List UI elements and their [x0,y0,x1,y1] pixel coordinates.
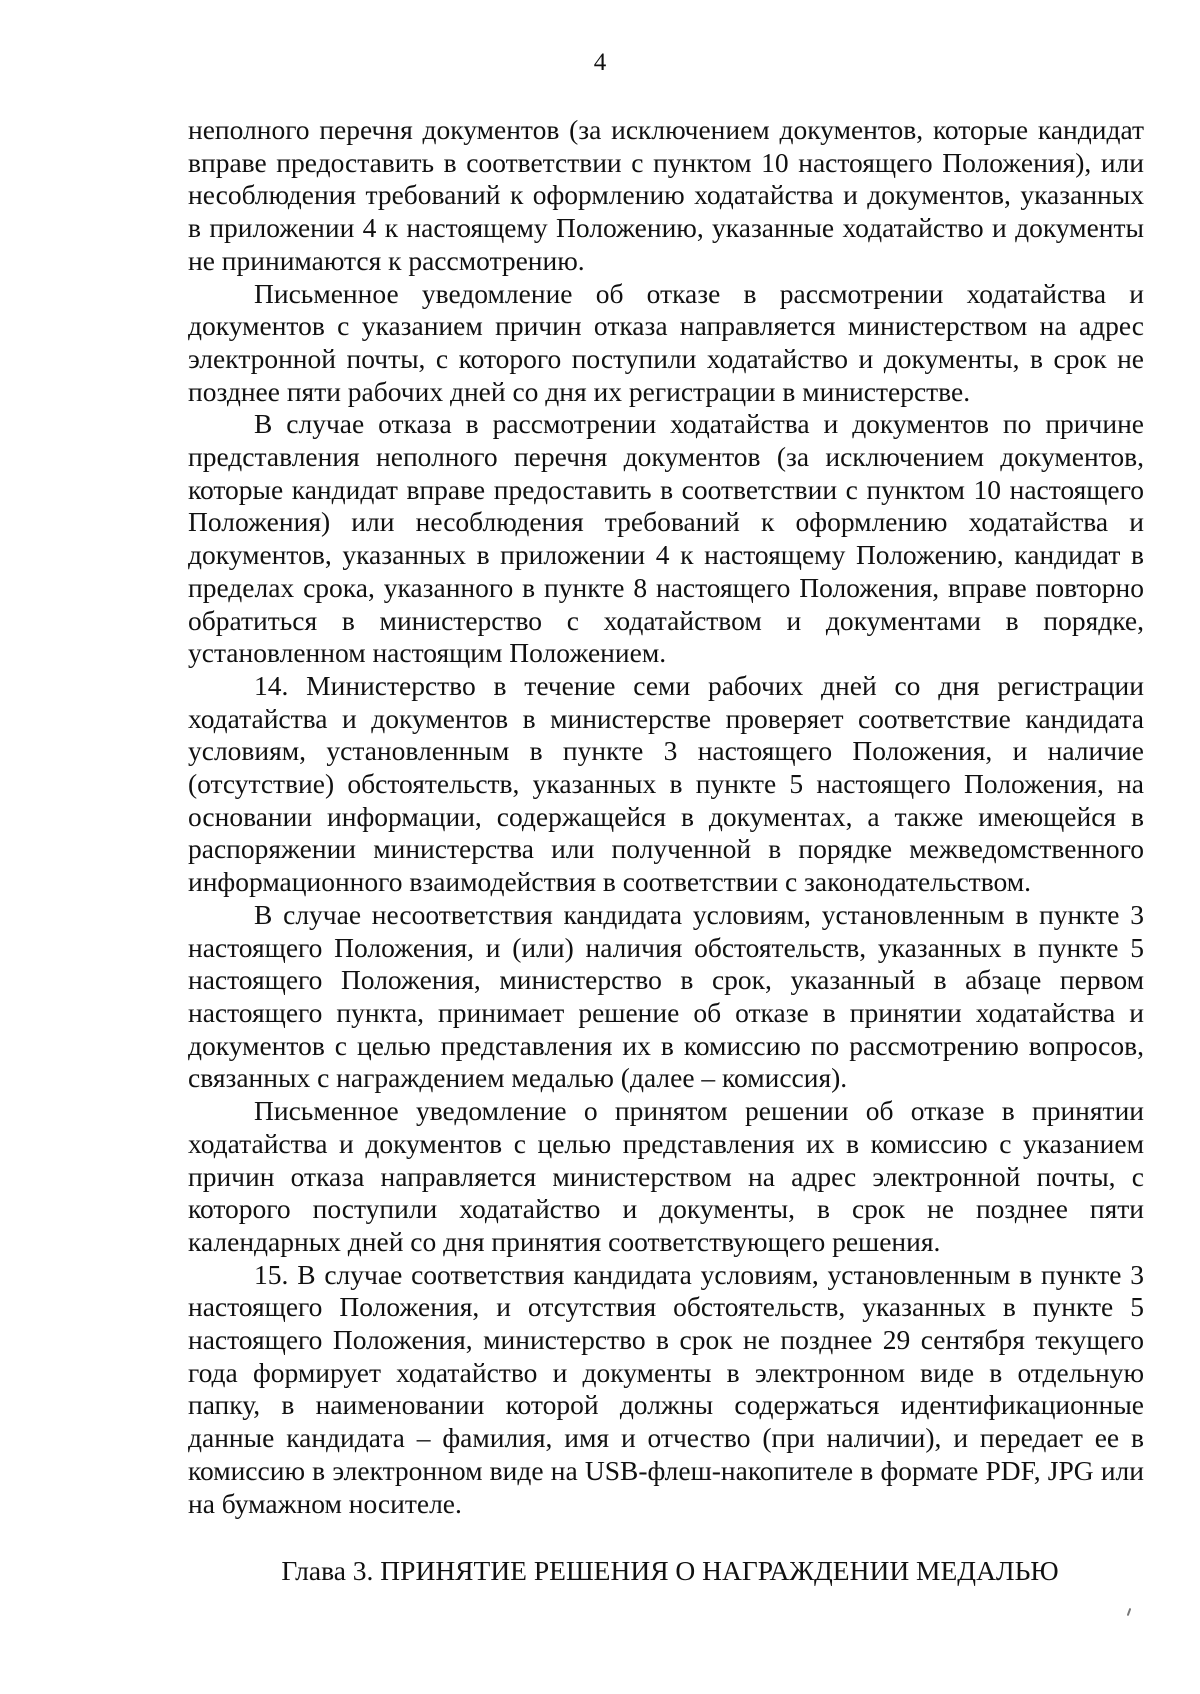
paragraph-item-15: 15. В случае соответствия кандидата условиям, установленным в пункте 3 настоящего Положения, и отсутствия обстоятельств, указанных в пункте 5 настоящего Положения, министерство в срок не позднее 29 сентября текущего года формирует ходатайство и документы в электронном виде в отдельную папку, в наименовании которой должны содержаться идентификационные данные кандидата – фамилия, имя и отчество (при наличии), и передает ее в комиссию в электронном виде на USB-флеш-накопителе в формате PDF, JPG или на бумажном носителе. [188,1258,1144,1519]
document-body [188,114,1144,1520]
paragraph-refusal-notice: Письменное уведомление об отказе в рассмотрении ходатайства и документов с указанием причин отказа направляется министерством на адрес электронной почты, с которого поступили ходатайство и документы, в срок не позднее пяти рабочих дней со дня их регистрации в министерстве. [188,277,1144,407]
scan-speck [1127,1608,1132,1616]
paragraph-resubmission: В случае отказа в рассмотрении ходатайства и документов по причине представления неполного перечня документов (за исключением документов, которые кандидат вправе предоставить в соответствии с пунктом 10 настоящего Положения) или несоблюдения требований к оформлению ходатайства и документов, указанных в приложении 4 к настоящему Положению, кандидат в пределах срока, указанного в пункте 8 настоящего Положения, вправе повторно обратиться в министерство с ходатайством и документами в порядке, установленном настоящим Положением. [188,408,1144,669]
paragraph-item-14: 14. Министерство в течение семи рабочих дней со дня регистрации ходатайства и документов в министерстве проверяет соответствие кандидата условиям, установленным в пункте 3 настоящего Положения, и наличие (отсутствие) обстоятельств, указанных в пункте 5 настоящего Положения, на основании информации, содержащейся в документах, а также имеющейся в распоряжении министерства или полученной в порядке межведомственного информационного взаимодействия в соответствии с законодательством. [188,669,1144,898]
paragraph-decision-notice: Письменное уведомление о принятом решении об отказе в принятии ходатайства и документов с целью представления их в комиссию с указанием причин отказа направляется министерством на адрес электронной почты, с которого поступили ходатайство и документы, в срок не позднее пяти календарных дней со дня принятия соответствующего решения. [188,1095,1144,1257]
page-number: 4 [593,49,607,76]
paragraph-nonconformity: В случае несоответствия кандидата условиям, установленным в пункте 3 настоящего Положения, и (или) наличия обстоятельств, указанных в пункте 5 настоящего Положения, министерство в срок, указанный в абзаце первом настоящего пункта, принимает решение об отказе в принятии ходатайства и документов с целью представления их в комиссию по рассмотрению вопросов, связанных с награждением медалью (далее – комиссия). [188,898,1144,1094]
chapter-heading: Глава 3. ПРИНЯТИЕ РЕШЕНИЯ О НАГРАЖДЕНИИ МЕДАЛЬЮ [281,1555,1059,1586]
paragraph-continuation: неполного перечня документов (за исключением документов, которые кандидат вправе предоставить в соответствии с пунктом 10 настоящего Положения), или несоблюдения требований к оформлению ходатайства и документов, указанных в приложении 4 к настоящему Положению, указанные ходатайство и документы не принимаются к рассмотрению. [188,114,1144,276]
